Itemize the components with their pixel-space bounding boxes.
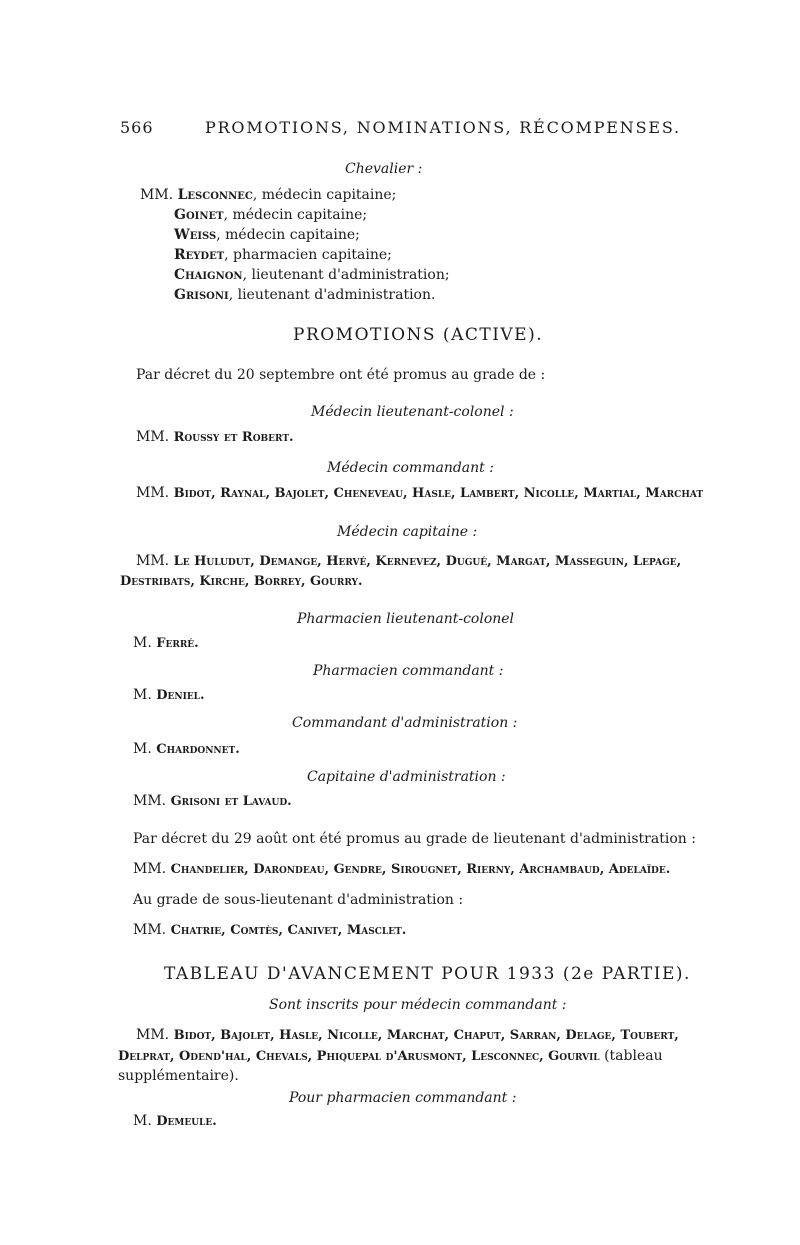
names-note: (tableau [604, 1048, 663, 1064]
sous-lieutenant-text: Au grade de sous-lieutenant d'administration : [133, 892, 464, 908]
chevalier-name: Chaignon [174, 267, 243, 283]
chevalier-role: , lieutenant d'administration; [242, 267, 450, 283]
names-line [133, 634, 199, 653]
names-line [120, 572, 362, 591]
chevalier-entry [140, 186, 396, 204]
names-prefix: M. [133, 1113, 152, 1129]
names-list: Bidot, Bajolet, Hasle, Nicolle, Marchat, Chaput, Sarran, Delage, Toubert, [173, 1028, 679, 1043]
names-line [136, 428, 294, 447]
rank-title: Pharmacien commandant : [313, 663, 504, 679]
names-line [133, 792, 292, 811]
chevalier-name: Lesconnec [177, 187, 253, 203]
decret-aout-text: Par décret du 29 août ont été promus au grade de lieutenant d'administration : [133, 831, 696, 847]
names-list: Grisoni et Lavaud. [170, 794, 292, 809]
names-line [133, 921, 406, 940]
rank-title: Médecin commandant : [327, 460, 494, 476]
page-header [120, 118, 680, 142]
chevalier-prefix: MM. [140, 187, 174, 203]
names-prefix: M. [133, 635, 152, 651]
names-list: Chatrie, Comtès, Canivet, Masclet. [170, 923, 407, 938]
names-list: Demeule. [156, 1114, 217, 1129]
names-list: Chandelier, Darondeau, Gendre, Sirougnet, Rierny, Archambaud, Adelaïde. [170, 862, 671, 877]
names-line [118, 1047, 663, 1066]
names-list: Delprat, Odend'hal, Chevals, Phiquepal d'Arusmont, Lesconnec, Gourvil [118, 1049, 600, 1064]
names-line [133, 860, 670, 879]
rank-title: Médecin lieutenant-colonel : [311, 404, 514, 420]
names-list: Deniel. [156, 688, 205, 703]
chevalier-role: , pharmacien capitaine; [224, 247, 392, 263]
names-list: Destribats, Kirche, Borrey, Gourry. [120, 574, 363, 589]
names-prefix: MM. [133, 861, 167, 877]
rank-title: Pharmacien lieutenant-colonel [297, 611, 515, 627]
names-note: supplémentaire). [118, 1068, 239, 1084]
names-line [136, 1026, 679, 1045]
chevalier-name: Reydet [174, 247, 225, 263]
names-list: Bidot, Raynal, Bajolet, Cheneveau, Hasle, Lambert, Nicolle, Martial, Marchat [173, 486, 704, 501]
names-line [133, 686, 205, 705]
names-prefix: M. [133, 741, 152, 757]
chevalier-entry [174, 206, 367, 224]
chevalier-role: , lieutenant d'administration. [228, 287, 436, 303]
rank-title: Médecin capitaine : [337, 524, 478, 540]
chevalier-name: Goinet [174, 207, 224, 223]
chevalier-name: Grisoni [174, 287, 229, 303]
names-list: Roussy et Robert. [173, 430, 294, 445]
chevalier-entry [174, 226, 360, 244]
names-line [136, 552, 681, 571]
names-prefix: MM. [136, 1027, 170, 1043]
tableau-subheading: Pour pharmacien commandant : [289, 1090, 517, 1106]
chevalier-role: , médecin capitaine; [223, 207, 368, 223]
rank-title: Capitaine d'administration : [307, 769, 506, 785]
chevalier-entry [174, 286, 435, 304]
tableau-heading: TABLEAU D'AVANCEMENT POUR 1933 (2e PARTIE). [164, 964, 691, 984]
names-list: Chardonnet. [156, 742, 240, 757]
names-prefix: MM. [133, 922, 167, 938]
tableau-subheading: Sont inscrits pour médecin commandant : [269, 997, 567, 1013]
chevalier-role: , médecin capitaine; [216, 227, 360, 243]
chevalier-title: Chevalier : [345, 161, 423, 177]
rank-title: Commandant d'administration : [292, 715, 518, 731]
names-line [133, 1112, 217, 1131]
promotions-intro: Par décret du 20 septembre ont été promus au grade de : [136, 367, 546, 383]
promotions-heading: PROMOTIONS (ACTIVE). [293, 325, 544, 345]
names-line [133, 740, 240, 759]
names-line [136, 484, 703, 503]
names-list: Ferré. [156, 636, 199, 651]
names-prefix: MM. [136, 553, 170, 569]
names-list: Le Huludut, Demange, Hervé, Kernevez, Dugué, Margat, Masseguin, Lepage, [173, 554, 682, 569]
chevalier-entry [174, 246, 392, 264]
page-number: 566 [120, 118, 154, 137]
running-title: PROMOTIONS, NOMINATIONS, RÉCOMPENSES. [205, 118, 681, 137]
chevalier-role: , médecin capitaine; [252, 187, 397, 203]
names-prefix: MM. [136, 485, 170, 501]
names-prefix: MM. [136, 429, 170, 445]
names-prefix: M. [133, 687, 152, 703]
chevalier-name: Weiss [174, 227, 217, 243]
names-line [118, 1067, 239, 1085]
chevalier-entry [174, 266, 450, 284]
names-prefix: MM. [133, 793, 167, 809]
